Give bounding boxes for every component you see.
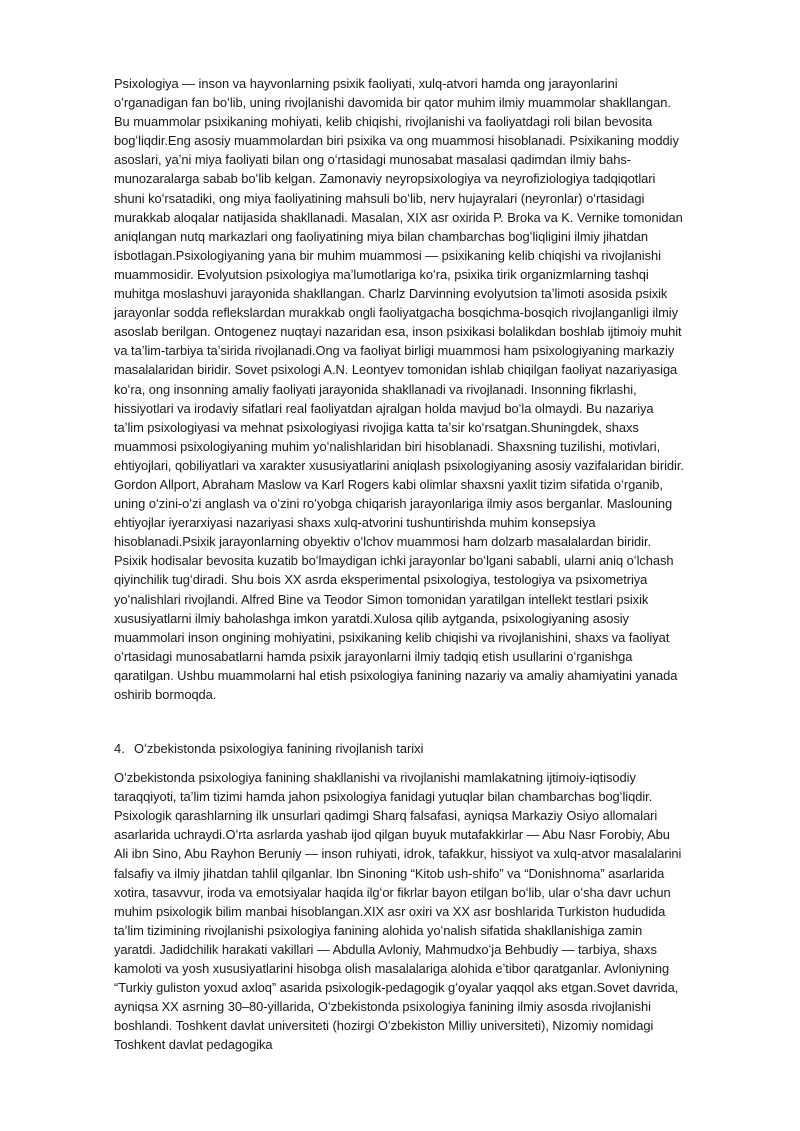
section-title: Oʻzbekistonda psixologiya fanining rivojlanish tarixi — [134, 741, 424, 757]
section-number: 4. — [114, 741, 125, 757]
paragraph-spacer — [114, 704, 686, 739]
body-paragraph-1: Psixologiya — inson va hayvonlarning psixik faoliyati, xulq-atvori hamda ong jarayonlarini oʻrganadigan fan boʻlib, uning rivojlanishi davomida bir qator muhim ilmiy muammolar shakllangan. Bu muammolar psixikaning mohiyati, kelib chiqishi, rivojlanishi va faoliyatdagi roli bilan bevosita bogʻliqdir.Eng asosiy muammolardan biri psixika va ong muammosi hisoblanadi. Psixikaning moddiy asoslari, yaʼni miya faoliyati bilan ong oʻrtasidagi munosabat masalasi qadimdan ilmiy bahs-munozaralarga sabab boʻlib kelgan. Zamonaviy neyropsixologiya va neyrofiziologiya tadqiqotlari shuni koʻrsatadiki, ong miya faoliyatining mahsuli boʻlib, nerv hujayralari (neyronlar) oʻrtasidagi murakkab aloqalar natijasida shakllanadi. Masalan, XIX asr oxirida P. Broka va K. Vernike tomonidan aniqlangan nutq markazlari ong faoliyatining miya bilan chambarchas bogʻliqligini ilmiy jihatdan isbotlagan.Psixologiyaning yana bir muhim muammosi — psixikaning kelib chiqishi va rivojlanishi muammosidir. Evolyutsion psixologiya maʼlumotlariga koʻra, psixika tirik organizmlarning tashqi muhitga moslashuvi jarayonida shakllangan. Charlz Darvinning evolyutsion taʼlimoti asosida psixik jarayonlar sodda reflekslardan murakkab ongli faoliyatgacha bosqichma-bosqich rivojlanganligi ilmiy asoslab berilgan. Ontogenez nuqtayi nazaridan esa, inson psixikasi bolalikdan boshlab ijtimoiy muhit va taʼlim-tarbiya taʼsirida rivojlanadi.Ong va faoliyat birligi muammosi ham psixologiyaning markaziy masalalaridan biridir. Sovet psixologi A.N. Leontyev tomonidan ishlab chiqilgan faoliyat nazariyasiga koʻra, ong insonning amaliy faoliyati jarayonida shakllanadi va rivojlanadi. Insonning fikrlashi, hissiyotlari va irodaviy sifatlari real faoliyatdan ajralgan holda mavjud boʻla olmaydi. Bu nazariya taʼlim psixologiyasi va mehnat psixologiyasi rivojiga katta taʼsir koʻrsatgan.Shuningdek, shaxs muammosi psixologiyaning muhim yoʻnalishlaridan biri hisoblanadi. Shaxsning tuzilishi, motivlari, ehtiyojlari, qobiliyatlari va xarakter xususiyatlarini aniqlash psixologiyaning asosiy vazifalaridan biridir. Gordon Allport, Abraham Maslow va Karl Rogers kabi olimlar shaxsni yaxlit tizim sifatida oʻrganib, uning oʻzini-oʻzi anglash va oʻzini roʻyobga chiqarish jarayonlariga ilmiy asos berganlar. Maslouning ehtiyojlar iyerarxiyasi nazariyasi shaxs xulq-atvorini tushuntirishda muhim konsepsiya hisoblanadi.Psixik jarayonlarning obyektiv oʻlchov muammosi ham dolzarb masalalardan biridir. Psixik hodisalar bevosita kuzatib boʻlmaydigan ichki jarayonlar boʻlgani sababli, ularni aniq oʻlchash qiyinchilik tugʻdiradi. Shu bois XX asrda eksperimental psixologiya, testologiya va psixometriya yoʻnalishlari rivojlandi. Alfred Bine va Teodor Simon tomonidan yaratilgan intellekt testlari psixik xususiyatlarni ilmiy baholashga imkon yaratdi.Xulosa qilib aytganda, psixologiyaning asosiy muammolari inson ongining mohiyatini, psixikaning kelib chiqishi va rivojlanishini, shaxs va faoliyat oʻrtasidagi munosabatlarni hamda psixik jarayonlarni ilmiy tadqiq etish usullarini oʻrganishga qaratilgan. Ushbu muammolarni hal etish psixologiya fanining nazariy va amaliy ahamiyatini yanada oshirib bormoqda. — [114, 76, 684, 702]
body-paragraph-2: Oʻzbekistonda psixologiya fanining shakllanishi va rivojlanishi mamlakatning ijtimoiy-iqtisodiy taraqqiyoti, taʼlim tizimi hamda jahon psixologiya fanidagi yutuqlar bilan chambarchas bogʻliqdir. Psixologik qarashlarning ilk unsurlari qadimgi Sharq falsafasi, ayniqsa Markaziy Osiyo allomalari asarlarida uchraydi.Oʻrta asrlarda yashab ijod qilgan buyuk mutafakkirlar — Abu Nasr Forobiy, Abu Ali ibn Sino, Abu Rayhon Beruniy — inson ruhiyati, idrok, tafakkur, hissiyot va xulq-atvor masalalarini falsafiy va ilmiy jihatdan tahlil qilganlar. Ibn Sinoning “Kitob ush-shifo” va “Donishnoma” asarlarida xotira, tasavvur, iroda va emotsiyalar haqida ilgʻor fikrlar bayon etilgan boʻlib, ular oʻsha davr uchun muhim psixologik bilim manbai hisoblangan.XIX asr oxiri va XX asr boshlarida Turkiston hududida taʼlim tizimining rivojlanishi psixologiya fanining alohida yoʻnalish sifatida shakllanishiga zamin yaratdi. Jadidchilik harakati vakillari — Abdulla Avloniy, Mahmudxoʻja Behbudiy — tarbiya, shaxs kamoloti va yosh xususiyatlarini hisobga olish masalalariga alohida eʼtibor qaratganlar. Avloniyning “Turkiy guliston yoxud axloq” asarida psixologik-pedagogik gʻoyalar yaqqol aks etgan.Sovet davrida, ayniqsa XX asrning 30–80-yillarida, Oʻzbekistonda psixologiya fanining ilmiy asosda rivojlanishi boshlandi. Toshkent davlat universiteti (hozirgi Oʻzbekiston Milliy universiteti), Nizomiy nomidagi Toshkent davlat pedagogika — [114, 770, 682, 1053]
section-heading — [114, 739, 686, 758]
